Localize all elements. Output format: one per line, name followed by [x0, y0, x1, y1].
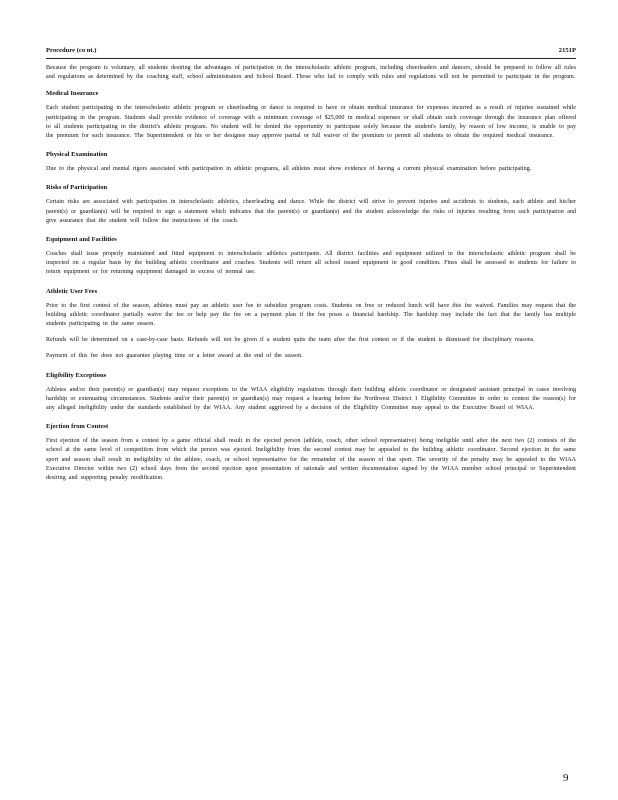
- document-body: [46, 64, 576, 492]
- section-heading: Ejection from Contest: [46, 423, 109, 431]
- section-heading: Medical Insurance: [46, 90, 99, 98]
- section-equipment-and-facilities: [46, 235, 576, 278]
- section-ejection-from-contest: [46, 422, 576, 483]
- intro-paragraph: Because the program is voluntary, all students desiring the advantages of participation in the interscholastic athletic program, including cheerleaders and dancers, should be prepared to follow all rules and regulations as determined by the coaching staff, school administration and School Board. Those who fail to comply with rules and regulations will not be permitted to participate in the program.: [46, 65, 576, 81]
- section-heading: Risks of Participation: [46, 184, 108, 192]
- section-risks-of-participation: [46, 183, 576, 226]
- section-paragraph: First ejection of the season from a contest by a game official shall result in the ejected person (athlete, coach, other school representative) being ineligible until after the next two (2) contests of the school at the same level of competition from which the person was ejected. Ineligibility from the second contest may be appealed to the building athletic coordinator. Second ejection in the same sport and season shall result in ineligibility of the athlete, coach, or school representative for the remainder of the season of that sport. The severity of the penalty may be appealed to the WIAA Executive Director within two (2) school days from the second ejection upon presentation of rationale and written documentation signed by the WIAA member school principal or Superintendent desiring and supporting penalty modification.: [46, 438, 576, 482]
- header-divider: [46, 58, 576, 59]
- section-paragraph: Due to the physical and mental rigors associated with participation in athletic programs, all athletes must show evidence of having a current physical examination before participating.: [46, 166, 532, 173]
- section-paragraph: Refunds will be determined on a case-by-case basis. Refunds will not be given if a student quits the team after the first contest or if the student is dismissed for disciplinary reasons.: [46, 337, 535, 344]
- section-paragraph: Each student participating in the interscholastic athletic program or cheerleading or dance is required to have or obtain medical insurance for expenses incurred as a result of injuries sustained while participating in the program. Students shall provide evidence of coverage with a minimum coverage of $25,000 in medical expenses or shall obtain such coverage through the insurance plan offered to all students participating in the district's athletic program. No student will be denied the opportunity to participate solely because the student's family, by reason of low income, is unable to pay the premium for such insurance. The Superintendent or his or her designee may approve partial or full waiver of the premium to permit all students to obtain the required medical insurance.: [46, 105, 576, 140]
- section-paragraph: Certain risks are associated with participation in interscholastic athletics, cheerleading and dance. While the district will strive to prevent injuries and accidents to students, each athlete and his/her parent(s) or guardian(s) will be required to sign a statement which indicates that the parent(s) or guardian(s) and the student acknowledge the risks of injuries resulting from such participation and give assurance that the student will follow the instructions of the coach.: [46, 199, 576, 224]
- section-paragraph: Prior to the first contest of the season, athletes must pay an athletic user fee to subsidize program costs. Students on free or reduced lunch will have this fee waived. Families may request that the building athletic coordinator partially waive the fee or help pay the fee on a payment plan if the fee poses a financial hardship. The hardship may include the fact that the family has multiple students participating in the same season.: [46, 302, 576, 328]
- section-heading: Physical Examination: [46, 151, 108, 159]
- section-paragraph: Coaches shall issue properly maintained and fitted equipment to interscholastic athletics participants. All district facilities and equipment utilized in the interscholastic athletic program shall be inspected on a regular basis by the building athletic coordinator and coaches. Students will return all school issued equipment in good condition. Fines shall be assessed to students for failure to return equipment or for returning equipment damaged in excess of normal use.: [46, 251, 576, 276]
- section-heading: Athletic User Fees: [46, 287, 98, 295]
- section-medical-insurance: [46, 89, 576, 141]
- section-title: Procedure (co nt.): [46, 47, 97, 54]
- section-heading: Eligibility Exceptions: [46, 371, 107, 379]
- section-athletic-user-fees: [46, 287, 576, 362]
- section-paragraph: Payment of this fee does not guarantee playing time or a letter award at the end of the season.: [46, 353, 303, 360]
- section-physical-examination: [46, 150, 576, 174]
- page-header: [46, 47, 576, 54]
- sections-container: [46, 89, 576, 483]
- section-eligibility-exceptions: [46, 371, 576, 414]
- section-heading: Equipment and Facilities: [46, 236, 117, 244]
- policy-code: 2151P: [558, 47, 576, 54]
- page-number: 9: [563, 772, 569, 784]
- section-paragraph: Athletes and/or their parent(s) or guardian(s) may request exceptions to the WIAA eligibility regulations through their building athletic coordinator or designated assistant principal in cases involving hardship or extenuating circumstances. Students and/or their parent(s) or guardian(s) may request a hearing before the Northwest District 1 Eligibility Committee in order to contest the reason(s) for any alleged ineligibility under the standards established by the WIAA. Any student aggrieved by a decision of the Eligibility Committee may appeal to the Executive Board of WIAA.: [46, 386, 576, 412]
